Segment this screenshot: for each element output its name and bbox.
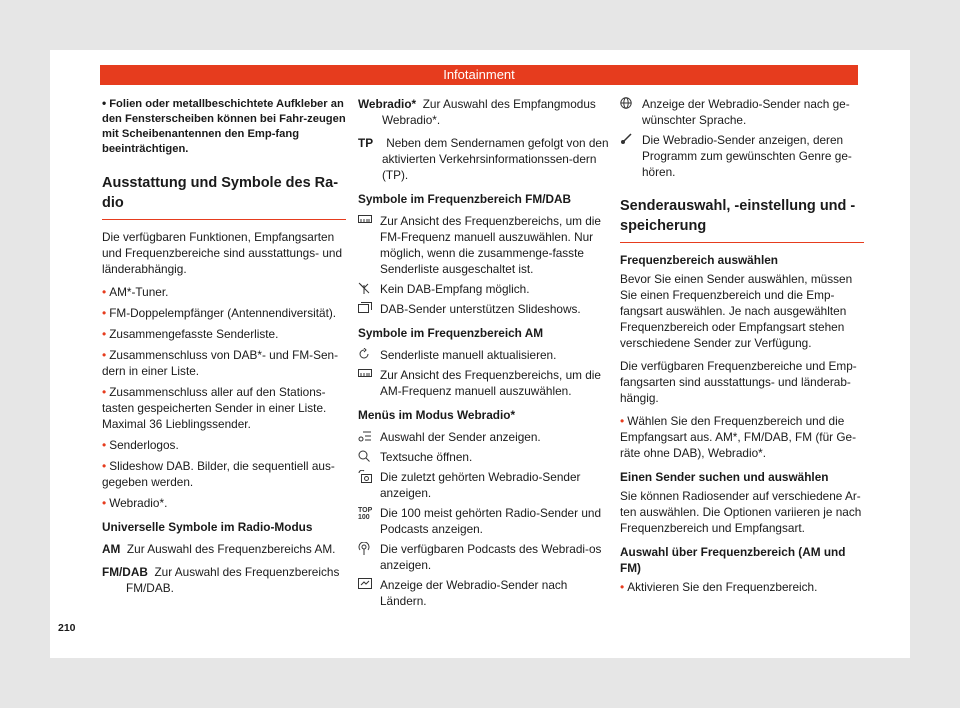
symbol-row: Kein DAB-Empfang möglich.: [358, 281, 612, 297]
symbol-row: Die zuletzt gehörten Webradio-Sender anzeigen.: [358, 469, 612, 501]
symbol-row: Zur Ansicht des Frequenzbereichs, um die FM-Frequenz manuell auszuwählen. Nur möglich, wenn die zusammenge-fasste Senderliste ausgeschaltet ist.: [358, 213, 612, 277]
genre-music-icon: [620, 132, 642, 180]
search-icon: [358, 449, 380, 465]
paragraph: Bevor Sie einen Sender auswählen, müssen Sie einen Frequenzbereich und die Emp-fangsart auswählen. Je nach ausgewählten Frequenzbereich oder Empfangsart stehen verschiedene Sender zur Verfügung.: [620, 272, 853, 350]
symbol-row: TOP 100 Die 100 meist gehörten Radio-Sender und Podcasts anzeigen.: [358, 506, 602, 536]
column-left: [102, 96, 346, 603]
podcast-icon: [358, 541, 380, 573]
list-item: • AM*-Tuner.: [102, 285, 169, 299]
list-item: • Slideshow DAB. Bilder, die sequentiell aus-gegeben werden.: [102, 459, 335, 489]
manual-page: [50, 50, 910, 658]
recent-stations-icon: [358, 469, 380, 501]
no-signal-icon: [358, 281, 380, 297]
frequency-heading: Frequenzbereich auswählen: [620, 253, 778, 267]
intro-paragraph: Die verfügbaren Funktionen, Empfangsarten und Frequenzbereiche sind ausstattungs- und länderabhängig.: [102, 230, 343, 276]
globe-language-icon: [620, 96, 642, 128]
symbol-row: Textsuche öffnen.: [358, 449, 612, 465]
column-right: [620, 96, 864, 600]
symbol-row: Die Webradio-Sender anzeigen, deren Programm zum gewünschten Genre ge-hören.: [620, 132, 864, 180]
choose-heading: Auswahl über Frequenzbereich (AM und FM): [620, 545, 846, 575]
refresh-icon: [358, 347, 380, 363]
frequency-scale-icon: [358, 213, 380, 277]
chapter-header: Infotainment: [100, 65, 858, 85]
symbol-row: DAB-Sender unterstützen Slideshows.: [358, 301, 612, 317]
list-item: • Wählen Sie den Frequenzbereich und die Empfangsart aus. AM*, FM/DAB, FM (für Ge-räte ohne DAB), Webradio*.: [620, 414, 856, 460]
page-number: 210: [58, 622, 76, 634]
fm-symbols-heading: Symbole im Frequenzbereich FM/DAB: [358, 192, 572, 206]
definition-row: AM Zur Auswahl des Frequenzbereichs AM.: [102, 542, 336, 556]
definition-row: FM/DAB Zur Auswahl des Frequenzbereichs FM/DAB.: [102, 565, 340, 595]
note-text: Folien oder metallbeschichtete Aufkleber an den Fensterscheiben können bei Fahr-zeugen mit Scheibenantennen den Emp-fang beeinträchtigen.: [102, 98, 346, 155]
symbol-row: Anzeige der Webradio-Sender nach Ländern.: [358, 577, 612, 609]
country-flag-icon: [358, 577, 380, 609]
definition-row: TP Neben dem Sendernamen gefolgt von den aktivierten Verkehrsinformationssen-dern (TP).: [358, 136, 609, 182]
symbol-row: Anzeige der Webradio-Sender nach ge-wünschter Sprache.: [620, 96, 864, 128]
list-item: • Aktivieren Sie den Frequenzbereich.: [620, 580, 818, 594]
section-title-radio: Ausstattung und Symbole des Ra-dio: [102, 173, 346, 220]
am-symbols-heading: Symbole im Frequenzbereich AM: [358, 326, 544, 340]
list-item: • Senderlogos.: [102, 438, 179, 452]
definition-row: Webradio* Zur Auswahl des Empfangmodus Webradio*.: [358, 97, 596, 127]
webradio-menu-heading: Menüs im Modus Webradio*: [358, 408, 516, 422]
symbol-row: Auswahl der Sender anzeigen.: [358, 429, 612, 445]
slideshow-icon: [358, 301, 380, 317]
paragraph: Die verfügbaren Frequenzbereiche und Emp-fangsarten sind ausstattungs- und länderab-hängig.: [620, 359, 857, 405]
universal-symbols-heading: Universelle Symbole im Radio-Modus: [102, 520, 313, 534]
note-bullet: • Folien oder metallbeschichtete Aufkleber an den Fensterscheiben können bei Fahr-zeugen mit Scheibenantennen den Emp-fang beeinträchtigen.: [102, 96, 346, 155]
search-heading: Einen Sender suchen und auswählen: [620, 470, 829, 484]
list-item: • Zusammenschluss aller auf den Stations-tasten gespeicherten Sender in einer Liste. Maximal 36 Lieblingssender.: [102, 385, 327, 431]
list-item: • Zusammengefasste Senderliste.: [102, 327, 279, 341]
symbol-row: Die verfügbaren Podcasts des Webradi-os anzeigen.: [358, 541, 612, 573]
symbol-row: Senderliste manuell aktualisieren.: [358, 347, 612, 363]
list-item: • FM-Doppelempfänger (Antennendiversität).: [102, 306, 337, 320]
station-list-icon: [358, 429, 380, 445]
top100-icon: TOP 100: [358, 507, 373, 521]
list-item: • Webradio*.: [102, 496, 168, 510]
frequency-scale-icon: [358, 367, 380, 399]
symbol-row: Zur Ansicht des Frequenzbereichs, um die AM-Frequenz manuell auszuwählen.: [358, 367, 612, 399]
column-middle: [358, 96, 612, 613]
list-item: • Zusammenschluss von DAB*- und FM-Sen-dern in einer Liste.: [102, 348, 339, 378]
paragraph: Sie können Radiosender auf verschiedene Ar-ten auswählen. Die Optionen variieren je nach Frequenzbereich und Empfangsart.: [620, 489, 862, 535]
section-title-station-selection: Senderauswahl, -einstellung und -speicherung: [620, 196, 864, 243]
